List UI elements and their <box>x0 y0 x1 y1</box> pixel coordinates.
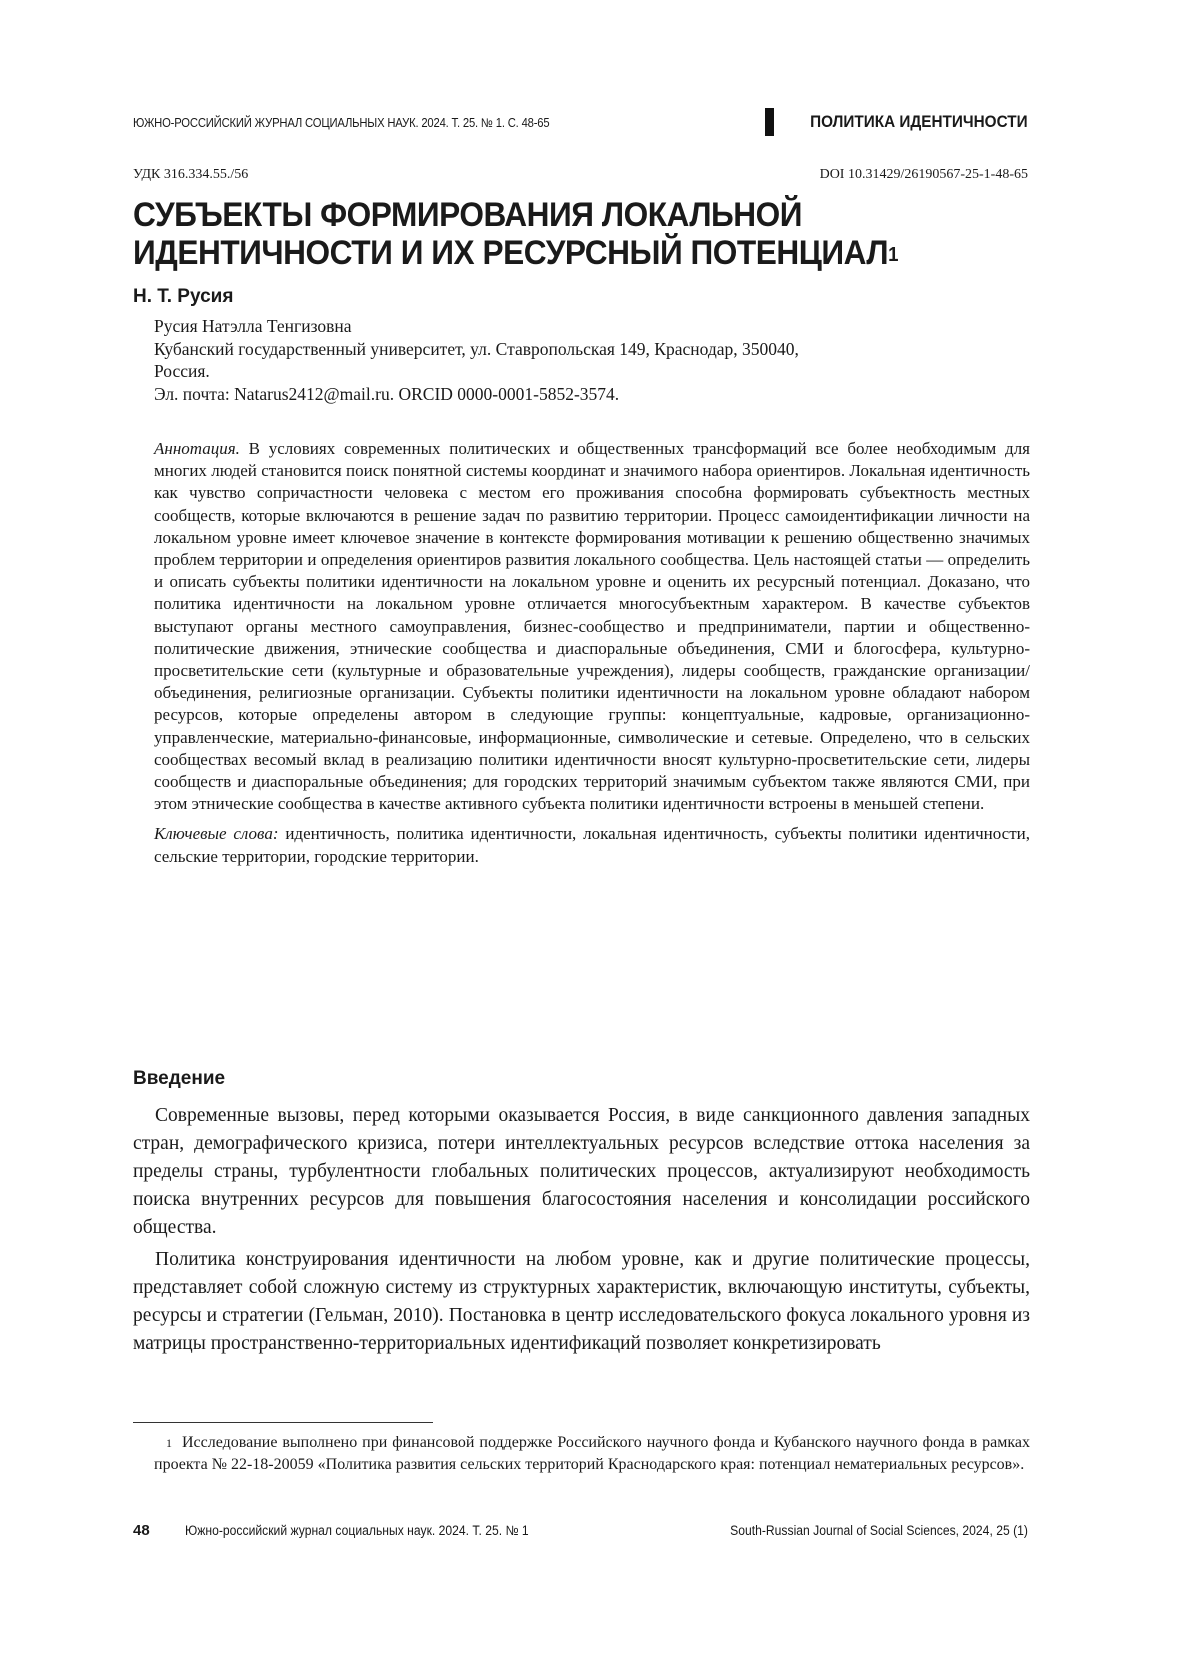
body-paragraph-2: Политика конструирования идентичности на любом уровне, как и другие политические процессы, представляет собой сложную систему из структурных характеристик, включающую институты, субъекты, ресурсы и стратегии (Гельман, 2010). Постановка в центр исследовательского фокуса локального уровня из матрицы пространственно-территориальных идентификаций позволяет конкретизировать <box>133 1249 1030 1354</box>
section-title: ПОЛИТИКА ИДЕНТИЧНОСТИ <box>810 112 1028 131</box>
title-footnote-mark: 1 <box>888 244 899 266</box>
abstract-paragraph <box>154 438 1030 815</box>
footnote-number: 1 <box>166 1436 172 1450</box>
keywords-label: Ключевые слова: <box>154 824 279 844</box>
introduction-heading: Введение <box>133 1068 226 1089</box>
udk-code: УДК 316.334.55./56 <box>133 167 249 182</box>
affiliation-address-line-2: Россия. <box>154 361 210 381</box>
footnote-divider <box>133 1422 433 1423</box>
footnote-text: Исследование выполнено при финансовой поддержке Российского научного фонда и Кубанского научного фонда в рамках проекта № 22-18-20059 «Политика развития сельских территорий Краснодарского края: потенциал нематериальных ресурсов». <box>154 1434 1030 1473</box>
keywords-paragraph <box>154 823 1030 867</box>
author-affiliation <box>154 315 1014 405</box>
abstract-block <box>154 438 1030 868</box>
keywords-text: идентичность, политика идентичности, локальная идентичность, субъекты политики идентичности, сельские территории, городские территории. <box>154 824 1031 866</box>
author-full-name: Русия Натэлла Тенгизовна <box>154 316 352 336</box>
body-text <box>133 1102 1030 1358</box>
author-contact: Эл. почта: Natarus2412@mail.ru. ORCID 0000-0001-5852-3574. <box>154 383 620 404</box>
affiliation-address-line-1: Кубанский государственный университет, ул. Ставропольская 149, Краснодар, 350040, <box>154 338 799 359</box>
section-marker-bar <box>765 108 774 136</box>
body-paragraph-1: Современные вызовы, перед которыми оказывается Россия, в виде санкционного давления западных стран, демографического кризиса, потери интеллектуальных ресурсов вследствие оттока населения за пределы страны, турбулентности глобальных политических процессов, актуализируют необходимость поиска внутренних ресурсов для повышения благосостояния населения и консолидации российского общества. <box>133 1105 1030 1238</box>
footer-journal-en: South-Russian Journal of Social Sciences, 2024, 25 (1) <box>730 1523 1028 1538</box>
title-line-2: ИДЕНТИЧНОСТИ И ИХ РЕСУРСНЫЙ ПОТЕНЦИАЛ <box>133 234 889 272</box>
running-header <box>133 108 1028 138</box>
page-footer <box>133 1522 1028 1542</box>
author-name: Н. Т. Русия <box>133 286 234 307</box>
abstract-text: В условиях современных политических и общественных трансформаций все более необходимым для многих людей становится поиск понятной системы координат и значимого набора ориентиров. Локальная идентичность как чувство сопричастности человека с местом его проживания способна формировать субъектность местных сообществ, которые включаются в решение задач по развитию территории. Процесс самоидентификации личности на локальном уровне имеет ключевое значение в контексте формирования мотивации к решению общественно значимых проблем территории и определения ориентиров развития локального сообщества. Цель настоящей статьи — определить и описать субъекты политики идентичности на локальном уровне и оценить их ресурсный потенциал. Доказано, что политика идентичности на локальном уровне отличается многосубъектным характером. В качестве субъектов выступают органы местного самоуправления, бизнес-сообщество и предприниматели, партии и общественно-политические движения, этнические сообщества и диаспоральные объединения, СМИ и блогосфера, культурно-просветительские сети (культурные и образовательные учреждения), лидеры сообществ, гражданские организации/объединения, религиозные организации. Субъекты политики идентичности на локальном уровне обладают набором ресурсов, которые определены автором в следующие группы: концептуальные, кадровые, организационно-управленческие, материально-финансовые, информационные, символические и сетевые. Определено, что в сельских сообществах весомый вклад в реализацию политики идентичности вносят культурно-просветительские сети, лидеры сообществ и диаспоральные объединения; для городских территорий значимым субъектом также являются СМИ, при этом этнические сообщества в качестве активного субъекта политики идентичности встроены в меньшей степени. <box>154 439 1031 814</box>
footer-journal-ru: Южно-российский журнал социальных наук. 2024. Т. 25. № 1 <box>185 1523 529 1538</box>
journal-citation-header: ЮЖНО-РОССИЙСКИЙ ЖУРНАЛ СОЦИАЛЬНЫХ НАУК. 2024. Т. 25. № 1. С. 48-65 <box>133 116 550 130</box>
footnote <box>154 1432 1030 1476</box>
page-number: 48 <box>133 1522 150 1539</box>
section-label-group <box>765 108 1028 136</box>
abstract-label: Аннотация. <box>154 439 240 458</box>
title-line-1: СУБЪЕКТЫ ФОРМИРОВАНИЯ ЛОКАЛЬНОЙ <box>133 196 803 234</box>
article-title <box>133 196 970 272</box>
doi-code: DOI 10.31429/26190567-25-1-48-65 <box>819 167 1028 182</box>
